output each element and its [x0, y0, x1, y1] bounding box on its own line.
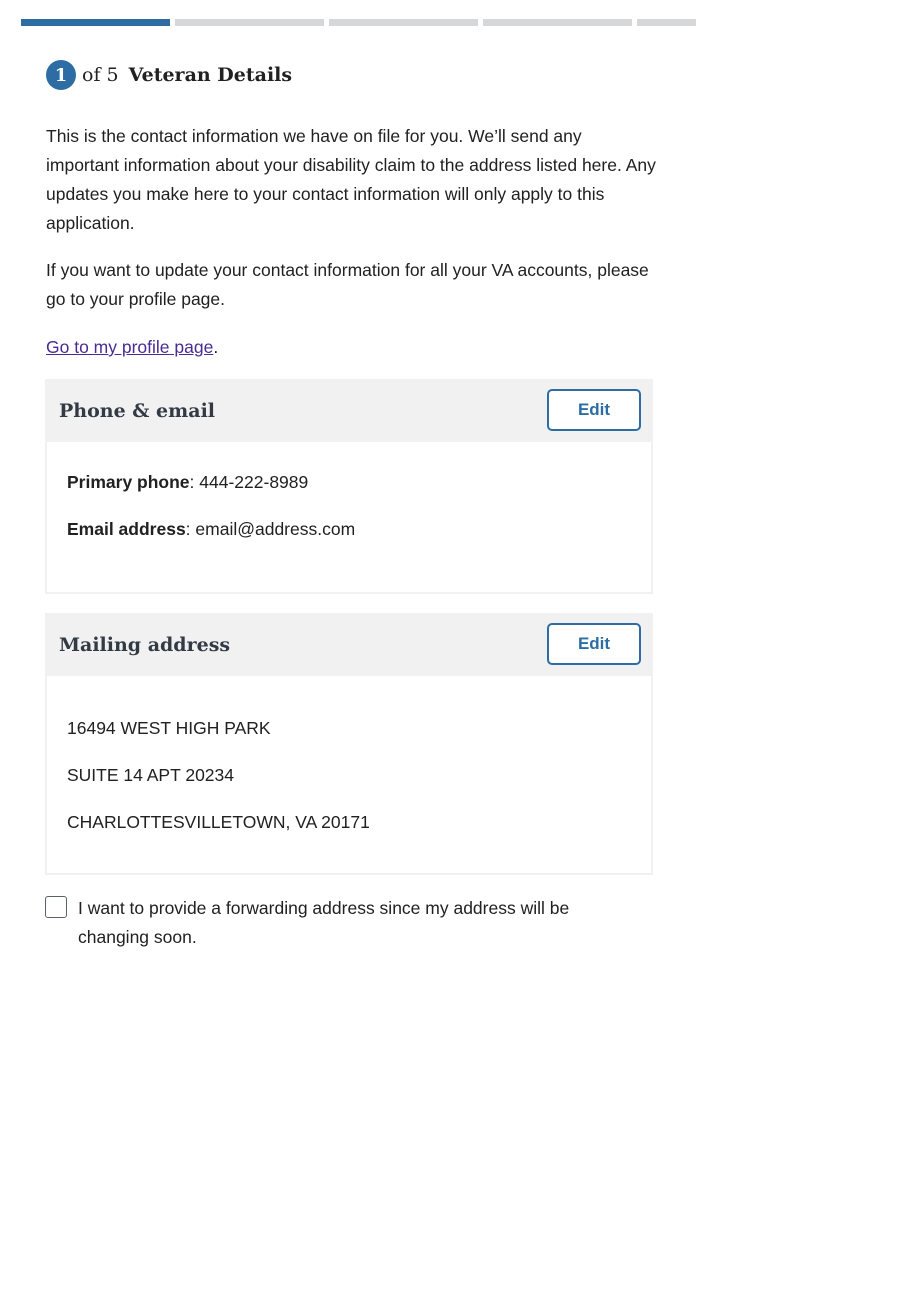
address-line-1: 16494 WEST HIGH PARK: [67, 718, 271, 738]
address-line-3: CHARLOTTESVILLETOWN, VA 20171: [67, 812, 370, 832]
mailing-address-title: Mailing address: [59, 634, 231, 656]
progress-segment-5: [637, 19, 696, 26]
profile-link-line: [46, 333, 218, 361]
progress-segment-1: [21, 19, 170, 26]
phone-email-card-body: [47, 442, 651, 543]
profile-page-link[interactable]: Go to my profile page: [46, 337, 214, 357]
profile-instructions: If you want to update your contact information for all your VA accounts, please go to your profile page.: [46, 260, 649, 309]
phone-email-card-header: [47, 381, 651, 442]
edit-phone-email-button[interactable]: Edit: [547, 389, 641, 431]
intro-paragraph: This is the contact information we have on file for you. We’ll send any important information about your disability claim to the address listed here. Any updates you make here to your contact information will only apply to this application.: [46, 126, 656, 233]
forwarding-address-label[interactable]: I want to provide a forwarding address since my address will be changing soon.: [78, 898, 570, 947]
edit-mailing-address-button[interactable]: Edit: [547, 623, 641, 665]
progress-segment-4: [483, 19, 632, 26]
primary-phone-row: [67, 468, 651, 496]
phone-email-card: [45, 379, 653, 594]
mailing-address-card: [45, 613, 653, 875]
page-title: Veteran Details: [128, 64, 293, 86]
progress-bar: [21, 19, 701, 26]
phone-email-title: Phone & email: [59, 400, 215, 422]
primary-phone-label: Primary phone: [67, 472, 190, 492]
email-address-value: : email@address.com: [185, 519, 356, 539]
forwarding-address-option[interactable]: [45, 895, 598, 952]
email-address-label: Email address: [67, 519, 186, 539]
link-period: .: [213, 337, 219, 357]
progress-segment-3: [329, 19, 478, 26]
progress-segment-2: [175, 19, 324, 26]
mailing-address-card-body: [47, 676, 651, 836]
primary-phone-value: : 444-222-8989: [189, 472, 309, 492]
step-number-badge: 1: [46, 60, 76, 90]
address-line-2: SUITE 14 APT 20234: [67, 765, 235, 785]
forwarding-address-checkbox[interactable]: [45, 896, 67, 918]
step-header: [46, 60, 292, 90]
step-of-total: of 5: [82, 64, 119, 86]
mailing-address-card-header: [47, 615, 651, 676]
email-address-row: [67, 515, 651, 543]
